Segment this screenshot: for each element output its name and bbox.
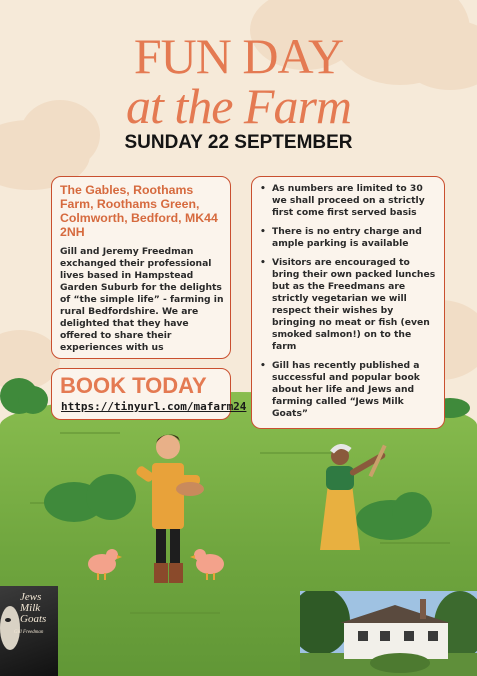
list-item: • As numbers are limited to 30 we shall proceed on a strictly first come first served basis: [260, 183, 436, 219]
venue-address: The Gables, Roothams Farm, Roothams Green, Colmworth, Bedford, MK44 2NH: [60, 183, 218, 239]
chicken-illustration: [190, 546, 228, 580]
event-date: SUNDAY 22 SEPTEMBER: [124, 132, 353, 153]
intro-text: Gill and Jeremy Freedman exchanged their professional lives based in Hampstead Garden Suburb for the delights of “the simple life” - farming in rural Bedfordshire. We are delighted that they have offered to share their experiences with us: [60, 246, 224, 353]
farmhouse-photo: [300, 591, 477, 676]
chicken-illustration: [84, 546, 122, 580]
details-card: [251, 176, 445, 429]
bush: [18, 386, 48, 414]
list-item: • Gill has recently published a successful and popular book about her life and Jews and farming called “Jews Milk Goats”: [260, 360, 436, 420]
booking-card: [51, 368, 247, 420]
book-today-heading: BOOK TODAY: [60, 373, 207, 398]
grass-stripe: [60, 432, 120, 434]
list-item: • Visitors are encouraged to bring their own packed lunches but as the Freedmans are strictly vegetarian we will respect their wishes by bringing no meat or fish (even smoked salmon!) on to the farm: [260, 257, 436, 353]
list-item: • There is no entry charge and ample parking is available: [260, 226, 436, 250]
farmer-woman-illustration: [312, 440, 408, 560]
booking-link[interactable]: https://tinyurl.com/mafarm24: [61, 400, 247, 413]
book-cover-image: [0, 586, 58, 676]
title-at-the-farm: at the Farm: [125, 78, 352, 134]
farmhouse-image: [300, 591, 477, 676]
details-list: [260, 183, 436, 427]
title-fun-day: FUN DAY: [133, 28, 344, 84]
book-cover-author: Gill Freedman: [14, 630, 44, 635]
book-cover-title: Jews Milk Goats: [20, 591, 47, 625]
info-card: [51, 176, 231, 359]
grass-stripe: [130, 612, 220, 614]
